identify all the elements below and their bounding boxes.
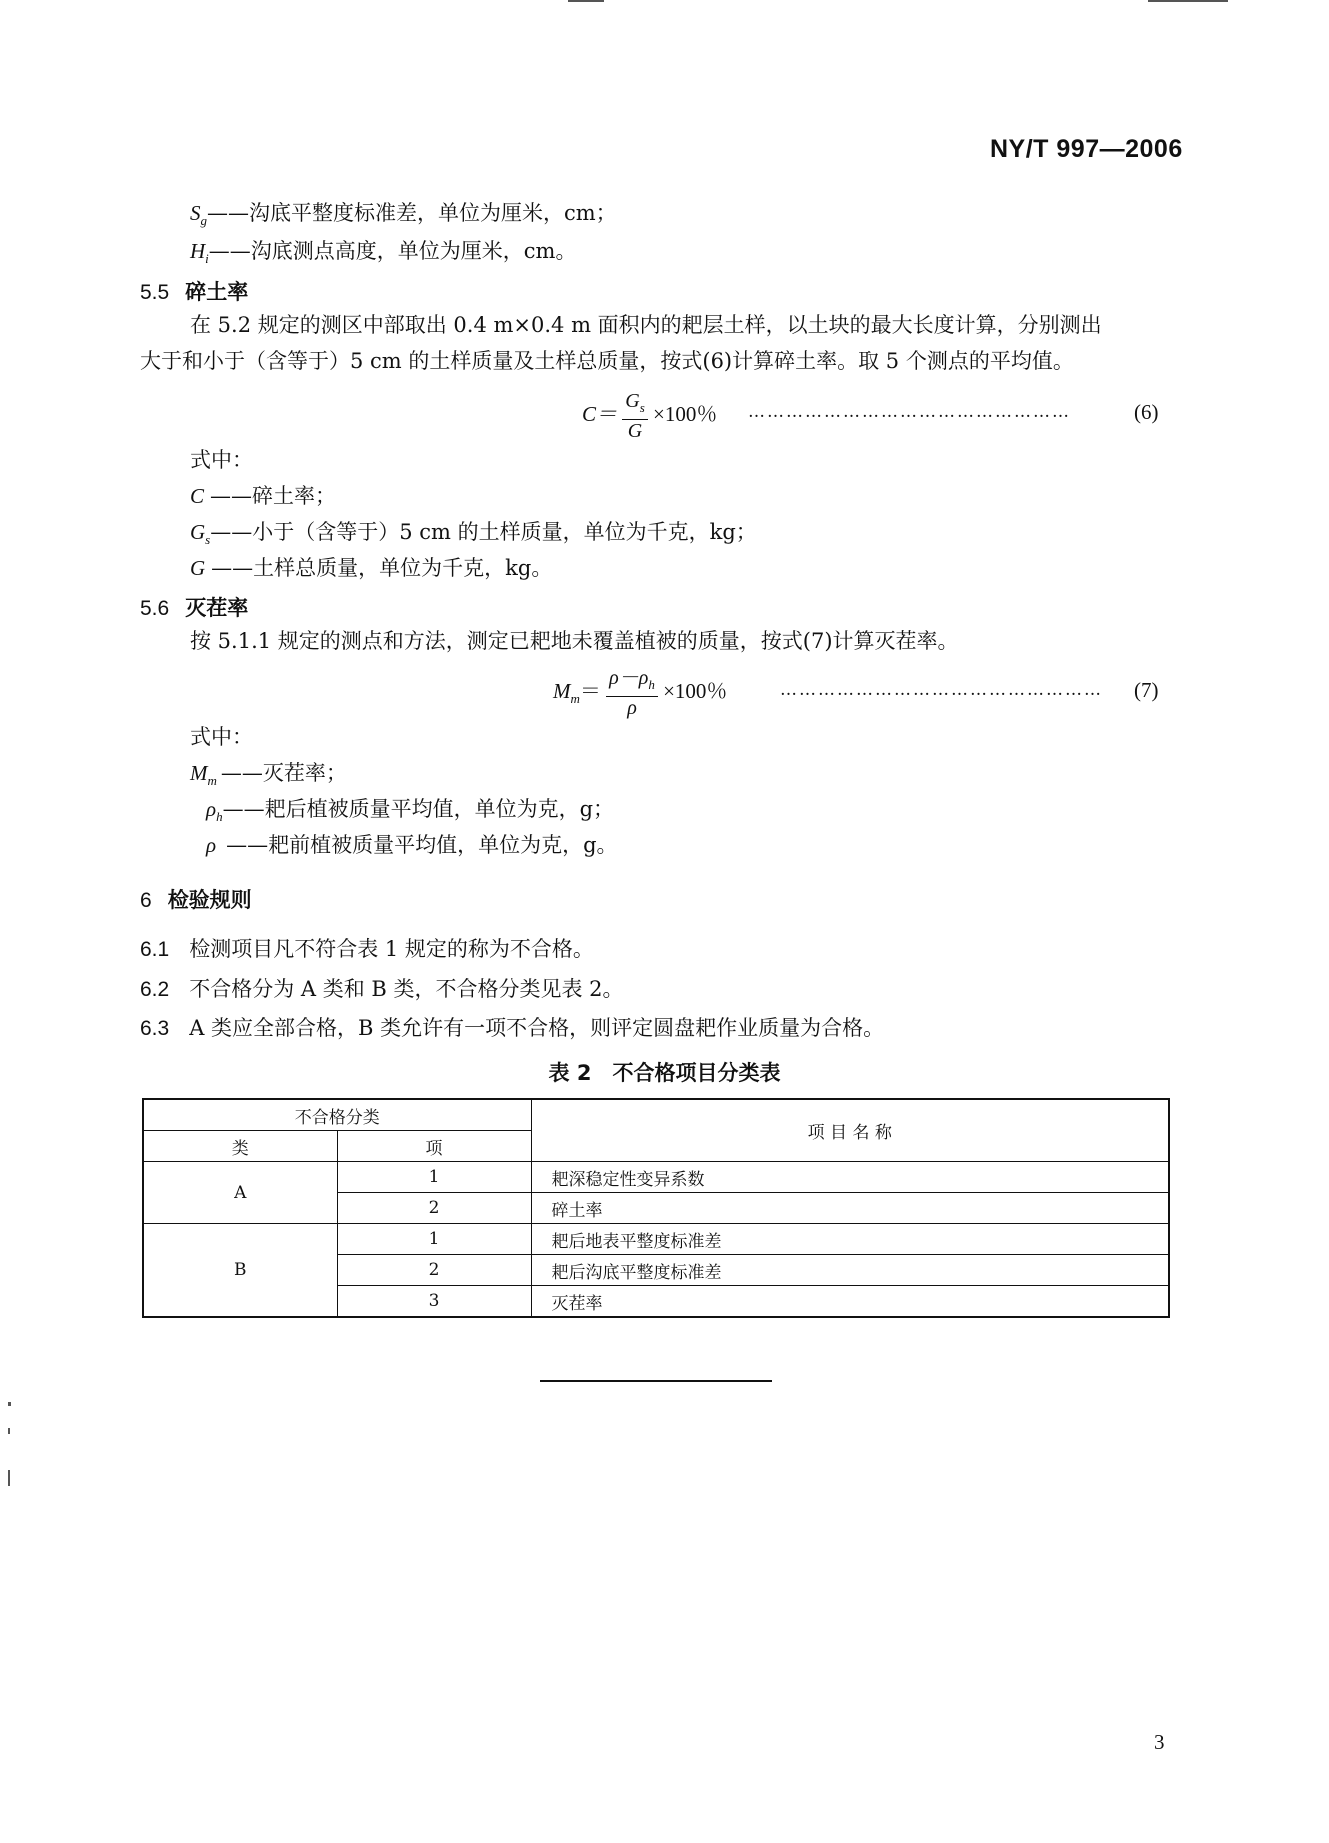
name-cell: 耙后沟底平整度标准差 — [531, 1255, 1169, 1286]
section-title: 灭茬率 — [185, 596, 249, 620]
symbol-subscript: g — [200, 213, 207, 229]
clause-number: 6.3 — [140, 1017, 170, 1040]
table-header-row — [143, 1099, 1169, 1131]
class-cell: B — [143, 1224, 337, 1318]
name-cell: 耙后地表平整度标准差 — [531, 1224, 1169, 1255]
clause-6-3 — [140, 1013, 884, 1044]
fraction — [606, 667, 658, 719]
formula-6-number: (6) — [1134, 400, 1159, 424]
symbol: S — [190, 201, 201, 225]
table-2-caption: 表 2 不合格项目分类表 — [548, 1061, 781, 1085]
section-5-5-para-line1: 在 5.2 规定的测区中部取出 0.4 m×0.4 m 面积内的耙层土样，以土块的最大长度计算，分别测出 — [190, 313, 1102, 337]
formula-6-leaders: …………………………………………… — [748, 402, 1071, 422]
item-cell: 1 — [337, 1162, 531, 1193]
definition-text: ——灭茬率； — [220, 761, 347, 785]
definition-text: ——土样总质量，单位为千克，kg。 — [211, 556, 553, 580]
group-header-cell: 不合格分类 — [143, 1099, 531, 1131]
where-label: 式中： — [190, 725, 253, 749]
symbol: ρ — [206, 797, 217, 821]
symbol: G — [190, 520, 206, 544]
definition-rho-h — [206, 794, 614, 833]
section-5-6-para: 按 5.1.1 规定的测点和方法，测定已耙地未覆盖植被的质量，按式(7)计算灭茬率。 — [190, 629, 959, 653]
definition-text: ——耙后植被质量平均值，单位为克，g； — [222, 797, 615, 821]
scan-speck — [8, 1402, 11, 1406]
where-label: 式中： — [190, 448, 253, 472]
fraction — [622, 390, 648, 442]
definition-text: ——沟底平整度标准差，单位为厘米，cm； — [207, 201, 617, 225]
symbol-subscript: i — [205, 251, 209, 267]
definition-sg — [190, 198, 617, 237]
clause-6-2 — [140, 974, 624, 1005]
symbol-subscript: m — [207, 773, 217, 789]
formula-rhs: ×100％ — [663, 678, 728, 703]
section-number: 5.6 — [140, 597, 170, 620]
definition-g — [190, 553, 552, 583]
table-row — [143, 1162, 1169, 1193]
scan-mark-top — [568, 0, 604, 2]
definition-text: ——碎土率； — [210, 484, 337, 508]
definition-rho — [206, 830, 618, 860]
class-header-cell: 类 — [143, 1131, 337, 1162]
formula-6 — [582, 390, 717, 442]
numerator — [606, 667, 658, 697]
symbol: C — [190, 484, 205, 508]
class-cell: A — [143, 1162, 337, 1224]
formula-lhs: C＝ — [582, 401, 618, 426]
equals-sign: ＝ — [579, 678, 601, 703]
definition-c — [190, 481, 336, 511]
numerator-expr: ρ－ρ — [609, 667, 649, 689]
section-5-5-para-line2: 大于和小于（含等于）5 cm 的土样质量及土样总质量，按式(6)计算碎土率。取 5 个测点的平均值。 — [140, 349, 1074, 373]
clause-number: 6.2 — [140, 978, 170, 1001]
clause-number: 6.1 — [140, 938, 170, 961]
clause-text: 检测项目凡不符合表 1 规定的称为不合格。 — [189, 937, 594, 961]
item-cell: 1 — [337, 1224, 531, 1255]
item-cell: 2 — [337, 1193, 531, 1224]
item-cell: 3 — [337, 1286, 531, 1318]
table-2 — [142, 1098, 1170, 1318]
numerator-subscript: s — [639, 400, 645, 415]
symbol: H — [190, 239, 206, 263]
scan-mark-top-right — [1148, 0, 1228, 2]
clause-6-1 — [140, 934, 594, 965]
symbol: M — [190, 761, 208, 785]
denominator: G — [627, 420, 643, 442]
definition-hi — [190, 236, 576, 275]
formula-rhs: ×100％ — [653, 401, 718, 426]
definition-text: ——小于（含等于）5 cm 的土样质量，单位为千克，kg； — [210, 520, 757, 544]
section-title: 检验规则 — [167, 888, 252, 912]
formula-lhs-subscript: m — [570, 691, 580, 706]
formula-7-number: (7) — [1134, 678, 1159, 702]
section-number: 6 — [140, 889, 152, 912]
standard-number: NY/T 997—2006 — [990, 135, 1183, 163]
symbol-subscript: s — [205, 532, 211, 548]
section-title: 碎土率 — [185, 280, 249, 304]
name-cell: 耙深稳定性变异系数 — [531, 1162, 1169, 1193]
section-number: 5.5 — [140, 281, 170, 304]
item-header-cell: 项 — [337, 1131, 531, 1162]
name-cell: 碎土率 — [531, 1193, 1169, 1224]
page-number: 3 — [1154, 1730, 1165, 1754]
formula-7-leaders: …………………………………………… — [780, 680, 1103, 700]
definition-gs — [190, 517, 757, 556]
scan-speck — [8, 1428, 10, 1434]
symbol-subscript: h — [216, 809, 223, 825]
item-cell: 2 — [337, 1255, 531, 1286]
formula-7 — [553, 667, 727, 719]
section-5-6-heading — [140, 592, 248, 622]
numerator-subscript: h — [648, 677, 655, 692]
name-header-cell: 项 目 名 称 — [531, 1099, 1169, 1162]
definition-text: ——耙前植被质量平均值，单位为克，g。 — [226, 833, 618, 857]
numerator — [622, 390, 648, 420]
definition-mm — [190, 758, 347, 797]
clause-text: 不合格分为 A 类和 B 类，不合格分类见表 2。 — [189, 977, 624, 1001]
clause-text: A 类应全部合格，B 类允许有一项不合格，则评定圆盘耙作业质量为合格。 — [189, 1016, 885, 1040]
scan-speck — [8, 1470, 10, 1486]
denominator: ρ — [627, 697, 637, 719]
section-5-5-heading — [140, 276, 248, 306]
table-row — [143, 1224, 1169, 1255]
formula-lhs: M — [553, 678, 571, 703]
symbol: ρ — [206, 833, 217, 857]
end-of-text-rule — [540, 1380, 772, 1382]
section-6-heading — [140, 884, 252, 914]
definition-text: ——沟底测点高度，单位为厘米，cm。 — [208, 239, 577, 263]
numerator-symbol: G — [625, 390, 640, 412]
name-cell: 灭茬率 — [531, 1286, 1169, 1318]
symbol: G — [190, 556, 206, 580]
